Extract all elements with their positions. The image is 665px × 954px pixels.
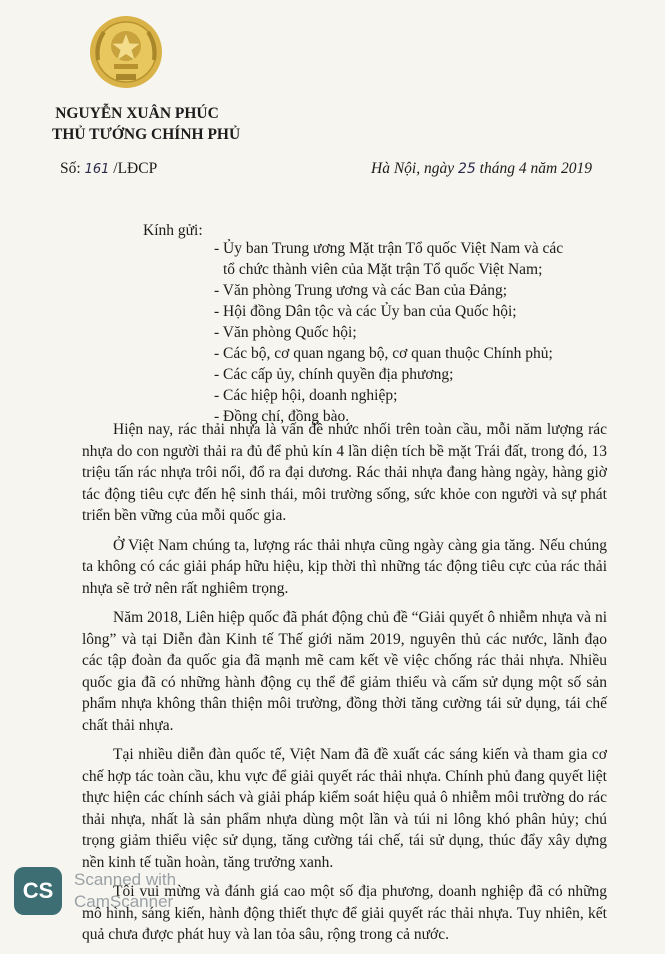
recipient-item: tổ chức thành viên của Mặt trận Tổ quốc Việt Nam; (223, 261, 543, 278)
body-paragraph: Tôi vui mừng và đánh giá cao một số địa phương, doanh nghiệp đã có những mô hình, sáng kiến, hành động thiết thực để giải quyết rác thải nhựa. Tuy nhiên, kết quả chưa được phát huy và lan tỏa sâu, rộng trong cả nước. (82, 883, 607, 943)
date-month-year: tháng 4 năm 2019 (475, 160, 593, 177)
state-emblem-icon (88, 14, 164, 90)
place-date-prefix: Hà Nội, ngày (371, 160, 458, 177)
recipient-item: - Các hiệp hội, doanh nghiệp; (214, 387, 398, 404)
watermark-line-2: CamScanner (74, 891, 174, 911)
body-paragraph: Năm 2018, Liên hiệp quốc đã phát động chủ đề “Giải quyết ô nhiễm nhựa và ni lông” và tại Diễn đàn Kinh tế Thế giới năm 2019, nguyên thủ các nước, lãnh đạo các tập đoàn đa quốc gia đã mạnh mẽ cam kết về việc chống rác thải nhựa. Nhiều quốc gia đã có những hành động cụ thể để giảm thiểu và cấm sử dụng một số sản phẩm nhựa không thân thiện môi trường, đồng thời tăng cường tái sử dụng, tái chế chất thải nhựa. (82, 609, 607, 734)
watermark-line-1: Scanned with (74, 869, 177, 889)
doc-number-prefix: Số: (60, 160, 85, 177)
camscanner-watermark (0, 858, 260, 923)
recipient-item: - Văn phòng Trung ương và các Ban của Đảng; (214, 282, 508, 299)
author-block (52, 103, 241, 145)
place-date (371, 160, 592, 178)
salutation: Kính gửi: (143, 222, 203, 239)
recipient-item: - Đồng chí, đồng bào. (214, 408, 350, 425)
recipient-item: - Hội đồng Dân tộc và các Ủy ban của Quốc hội; (214, 303, 517, 320)
recipient-item: - Văn phòng Quốc hội; (214, 324, 357, 341)
author-name: NGUYỄN XUÂN PHÚC (55, 105, 219, 122)
doc-number-suffix: /LĐCP (109, 160, 158, 177)
author-title: THỦ TƯỚNG CHÍNH PHỦ (52, 126, 241, 143)
recipient-item: - Ủy ban Trung ương Mặt trận Tổ quốc Việt Nam và các (214, 240, 564, 257)
date-day: 25 (457, 161, 476, 177)
camscanner-text (74, 869, 176, 913)
recipient-item: - Các cấp ủy, chính quyền địa phương; (214, 366, 454, 383)
camscanner-logo-icon: CS (14, 867, 62, 915)
body-paragraph: Ở Việt Nam chúng ta, lượng rác thải nhựa cũng ngày càng gia tăng. Nếu chúng ta không có các giải pháp hữu hiệu, kịp thời thì những tác động tiêu cực của rác thải nhựa sẽ trở nên rất nghiêm trọng. (82, 536, 607, 597)
recipient-list (214, 238, 614, 427)
body-paragraph: Tại nhiều diễn đàn quốc tế, Việt Nam đã đề xuất các sáng kiến và tham gia cơ chế hợp tác toàn cầu, khu vực để giải quyết rác thải nhựa. Chính phủ đang quyết liệt thực hiện các chính sách và giải pháp kiểm soát hiệu quả ô nhiễm môi trường do rác thải nhựa, nhất là sản phẩm nhựa dùng một lần và túi ni lông khó phân hủy; chú trọng giảm thiểu việc sử dụng, tăng cường tái chế, tái sử dụng, thúc đẩy xây dựng nền kinh tế tuần hoàn, tăng trưởng xanh. (82, 746, 607, 871)
body-paragraph: Hiện nay, rác thải nhựa là vấn đề nhức nhối trên toàn cầu, mỗi năm lượng rác nhựa do con người thải ra đủ để phủ kín 4 lần diện tích bề mặt Trái đất, trong đó, 13 triệu tấn rác nhựa trôi nổi, đổ ra đại dương. Rác thải nhựa đang hàng ngày, hàng giờ tác động tiêu cực đến hệ sinh thái, môi trường sống, sức khỏe con người và sự phát triển bền vững của mỗi quốc gia. (82, 421, 607, 524)
document-number (60, 160, 157, 178)
doc-number-value: 161 (84, 162, 110, 177)
recipient-item: - Các bộ, cơ quan ngang bộ, cơ quan thuộc Chính phủ; (214, 345, 553, 362)
